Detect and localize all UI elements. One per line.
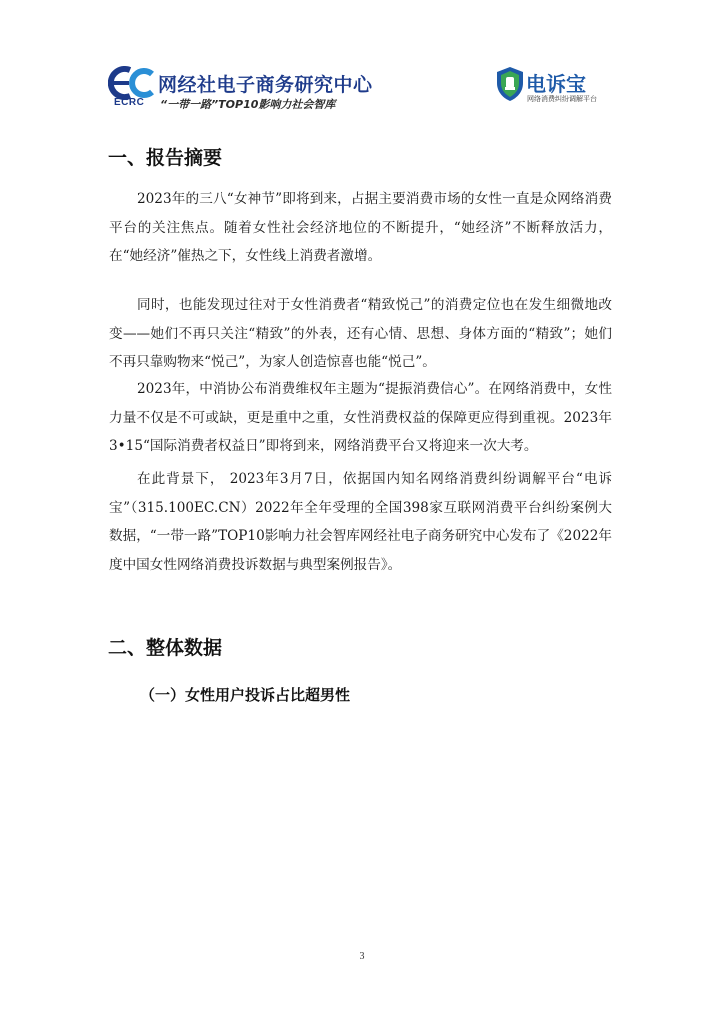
summary-paragraph-3: 2023年，中消协公布消费维权年主题为“提振消费信心”。在网络消费中，女性力量不仅是不可或缺，更是重中之重，女性消费权益的保障更应得到重视。2023年3•15“国际消费者权益日”即将到来，网络消费平台又将迎来一次大考。 [109,381,612,454]
shield-icon [496,66,524,102]
page-header [108,66,618,114]
section-heading-summary: 一、报告摘要 [108,147,223,169]
summary-paragraph-1: 2023年的三八“女神节”即将到来，占据主要消费市场的女性一直是众网络消费平台的关注焦点。随着女性社会经济地位的不断提升，“她经济”不断释放活力，在“她经济”催热之下，女性线上消费者激增。 [109,191,612,264]
org-slogan: “一带一路”TOP10影响力社会智库 [160,98,336,111]
org-name: 网经社电子商务研究中心 [158,74,373,96]
section-heading-overall-data: 二、整体数据 [108,637,223,659]
subsection-heading: （一）女性用户投诉占比超男性 [140,686,351,704]
ecrc-logo-text: ECRC [114,97,145,108]
dianshubao-tagline: 网络消费纠纷调解平台 [527,95,597,103]
summary-paragraph-4: 在此背景下， 2023年3月7日，依据国内知名网络消费纠纷调解平台“电诉宝”（315.100EC.CN）2022年全年受理的全国398家互联网消费平台纠纷案例大数据，“一带一路”TOP10影响力社会智库网经社电子商务研究中心发布了《2022年度中国女性网络消费投诉数据与典型案例报告》。 [109,471,612,573]
summary-paragraph-2: 同时，也能发现过往对于女性消费者“精致悦己”的消费定位也在发生细微地改变——她们不再只关注“精致”的外表，还有心情、思想、身体方面的“精致”；她们不再只靠购物来“悦己”，为家人创造惊喜也能“悦己”。 [109,297,612,370]
dianshubao-name: 电诉宝 [526,72,586,96]
page-number: 3 [359,951,365,962]
dianshubao-logo [496,66,620,112]
